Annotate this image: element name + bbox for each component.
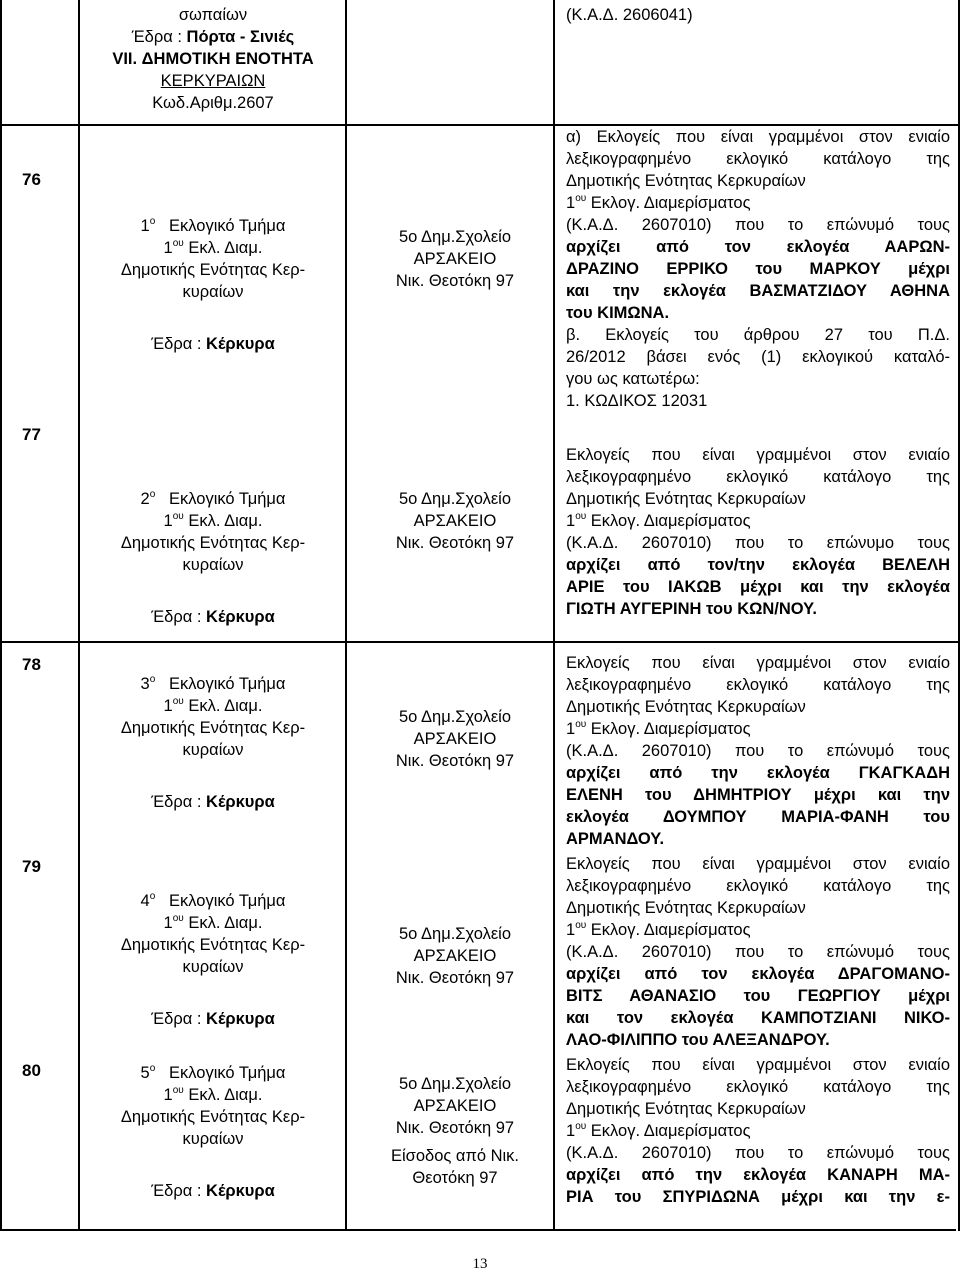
school-name-2: ΑΡΣΑΚΕΙΟ: [413, 250, 497, 268]
district-seat: Έδρα : Κέρκυρα: [151, 608, 275, 626]
desc-line: $1^{o\upsilon}$ Εκλογ. Διαμερίσματος: [566, 919, 751, 939]
district-seat: Έδρα : Κέρκυρα: [151, 1182, 275, 1200]
district-de-2: κυραίων: [182, 283, 244, 301]
desc-range: αρχίζει από την εκλογέα ΚΑΝΑΡΗ ΜΑ-: [566, 1166, 950, 1184]
school-name: 5ο Δημ.Σχολείο: [398, 490, 512, 508]
desc-note: γου ως κατωτέρω:: [566, 370, 700, 388]
desc-range: αρχίζει από την εκλογέα ΓΚΑΓΚΑΔΗ: [566, 764, 950, 782]
desc-range: αρχίζει από τον/την εκλογέα ΒΕΛΕΛΗ: [566, 556, 950, 574]
section-80-school: [370, 1073, 540, 1189]
district-de-1: Δημοτικής Ενότητας Κερ-: [120, 261, 306, 279]
district-de-1: Δημοτικής Ενότητας Κερ-: [120, 1108, 306, 1126]
desc-range: εκλογέα ΔΟΥΜΠΟΥ ΜΑΡΙΑ-ΦΑΝΗ του: [566, 808, 950, 826]
previous-unit-block: [108, 4, 318, 114]
district-de-2: κυραίων: [182, 958, 244, 976]
desc-79: [566, 853, 950, 1051]
row-number: 76: [22, 170, 41, 189]
desc-line: α) Εκλογείς που είναι γραμμένοι στον ενιαίο: [566, 128, 950, 146]
previous-kad-line: (Κ.Α.Δ. 2606041): [566, 6, 693, 24]
section-77-district: [108, 488, 318, 628]
school-address: Νικ. Θεοτόκη 97: [395, 752, 515, 770]
district-de-2: κυραίων: [182, 556, 244, 574]
previous-seat-line: σωπαίων: [178, 6, 248, 24]
school-address: Νικ. Θεοτόκη 97: [395, 969, 515, 987]
desc-80: [566, 1054, 950, 1208]
section-78-school: [370, 706, 540, 772]
row-number: 80: [22, 1061, 41, 1080]
column-divider-1: [78, 0, 80, 1231]
desc-note: β. Εκλογείς του άρθρου 27 του Π.Δ.: [566, 326, 950, 344]
row-number: 78: [22, 655, 41, 674]
desc-range: αρχίζει από τον εκλογέα ΔΡΑΓΟΜΑΝΟ-: [566, 965, 950, 983]
table-border-bottom: [0, 1229, 956, 1231]
desc-range: ΡΙΑ του ΣΠΥΡΙΔΩΝΑ μέχρι και την ε-: [566, 1188, 950, 1206]
district-ekl: $1^{o\upsilon}$ Εκλ. Διαμ.: [163, 695, 263, 715]
district-de-1: Δημοτικής Ενότητας Κερ-: [120, 534, 306, 552]
desc-line: Δημοτικής Ενότητας Κερκυραίων: [566, 698, 806, 716]
desc-line: Εκλογείς που είναι γραμμένοι στον ενιαίο: [566, 654, 950, 672]
school-address: Νικ. Θεοτόκη 97: [395, 534, 515, 552]
desc-line: Δημοτικής Ενότητας Κερκυραίων: [566, 1100, 806, 1118]
section-78-district: [108, 673, 318, 813]
unit-title: VII. ΔΗΜΟΤΙΚΗ ΕΝΟΤΗΤΑ: [112, 50, 314, 68]
district-de-1: Δημοτικής Ενότητας Κερ-: [120, 719, 306, 737]
desc-line: (Κ.Α.Δ. 2607010) που το επώνυμό τους: [566, 742, 950, 760]
school-name-2: ΑΡΣΑΚΕΙΟ: [413, 730, 497, 748]
district-de-2: κυραίων: [182, 1130, 244, 1148]
desc-note: 26/2012 βάσει ενός (1) εκλογικού καταλό-: [566, 348, 950, 366]
desc-line: Εκλογείς που είναι γραμμένοι στον ενιαίο: [566, 855, 950, 873]
desc-line: $1^{o\upsilon}$ Εκλογ. Διαμερίσματος: [566, 1120, 751, 1140]
district-ordinal: $4^o$ Εκλογικό Τμήμα: [140, 890, 286, 910]
desc-line: Δημοτικής Ενότητας Κερκυραίων: [566, 490, 806, 508]
section-80-district: [108, 1062, 318, 1202]
desc-line: λεξικογραφημένο εκλογικό κατάλογο της: [566, 676, 950, 694]
desc-range: ΑΡΙΕ του ΙΑΚΩΒ μέχρι και την εκλογέα: [566, 578, 950, 596]
desc-range: ΕΛΕΝΗ του ΔΗΜΗΤΡΙΟΥ μέχρι και την: [566, 786, 950, 804]
district-seat: Έδρα : Κέρκυρα: [151, 1010, 275, 1028]
desc-range: ΔΡΑΖΙΝΟ ΕΡΡΙΚΟ του ΜΑΡΚΟΥ μέχρι: [566, 260, 950, 278]
desc-range: ΒΙΤΣ ΑΘΑΝΑΣΙΟ του ΓΕΩΡΓΙΟΥ μέχρι: [566, 987, 950, 1005]
desc-line: $1^{o\upsilon}$ Εκλογ. Διαμερίσματος: [566, 718, 751, 738]
entrance-note-2: Θεοτόκη 97: [412, 1169, 498, 1187]
district-ekl: $1^{o\upsilon}$ Εκλ. Διαμ.: [163, 510, 263, 530]
school-address: Νικ. Θεοτόκη 97: [395, 1119, 515, 1137]
district-ekl: $1^{o\upsilon}$ Εκλ. Διαμ.: [163, 1084, 263, 1104]
district-ordinal: $2^o$ Εκλογικό Τμήμα: [140, 488, 286, 508]
desc-range: ΑΡΜΑΝΔΟΥ.: [566, 830, 665, 848]
desc-78: [566, 652, 950, 850]
school-name-2: ΑΡΣΑΚΕΙΟ: [413, 947, 497, 965]
district-ordinal: $3^o$ Εκλογικό Τμήμα: [140, 673, 286, 693]
desc-range: και τον εκλογέα ΚΑΜΠΟΤΖΙΑΝΙ ΝΙΚΟ-: [566, 1009, 950, 1027]
desc-line: Εκλογείς που είναι γραμμένοι στον ενιαίο: [566, 1056, 950, 1074]
page-number: 13: [472, 1256, 488, 1272]
unit-title-2: ΚΕΡΚΥΡΑΙΩΝ: [160, 72, 266, 90]
desc-range: ΛΑΟ-ΦΙΛΙΠΠΟ του ΑΛΕΞΑΝΔΡΟΥ.: [566, 1031, 830, 1049]
school-name-2: ΑΡΣΑΚΕΙΟ: [413, 512, 497, 530]
district-seat: Έδρα : Κέρκυρα: [151, 335, 275, 353]
desc-line: λεξικογραφημένο εκλογικό κατάλογο της: [566, 150, 950, 168]
column-divider-3: [553, 0, 555, 1231]
district-ekl: $1^{o\upsilon}$ Εκλ. Διαμ.: [163, 912, 263, 932]
desc-line: $1^{o\upsilon}$ Εκλογ. Διαμερίσματος: [566, 192, 751, 212]
school-name-2: ΑΡΣΑΚΕΙΟ: [413, 1097, 497, 1115]
desc-line: λεξικογραφημένο εκλογικό κατάλογο της: [566, 1078, 950, 1096]
desc-range: του ΚΙΜΩΝΑ.: [566, 304, 670, 322]
desc-line: Δημοτικής Ενότητας Κερκυραίων: [566, 172, 806, 190]
row-number: 77: [22, 425, 41, 444]
desc-line: λεξικογραφημένο εκλογικό κατάλογο της: [566, 468, 950, 486]
district-ekl: $1^{o\upsilon}$ Εκλ. Διαμ.: [163, 237, 263, 257]
district-ordinal: $1^o$ Εκλογικό Τμήμα: [140, 215, 286, 235]
desc-code: 1. ΚΩΔΙΚΟΣ 12031: [566, 392, 708, 410]
column-divider-2: [345, 0, 347, 1231]
desc-line: (Κ.Α.Δ. 2607010) που το επώνυμο τους: [566, 534, 950, 552]
district-de-1: Δημοτικής Ενότητας Κερ-: [120, 936, 306, 954]
desc-line: Εκλογείς που είναι γραμμένοι στον ενιαίο: [566, 446, 950, 464]
desc-76: [566, 126, 950, 412]
section-76-district: [108, 215, 318, 355]
desc-range: αρχίζει από τον εκλογέα ΑΑΡΩΝ-: [566, 238, 950, 256]
school-name: 5ο Δημ.Σχολείο: [398, 1075, 512, 1093]
desc-range: ΓΙΩΤΗ ΑΥΓΕΡΙΝΗ του ΚΩΝ/ΝΟΥ.: [566, 600, 817, 618]
district-seat: Έδρα : Κέρκυρα: [151, 793, 275, 811]
school-name: 5ο Δημ.Σχολείο: [398, 228, 512, 246]
desc-line: Δημοτικής Ενότητας Κερκυραίων: [566, 899, 806, 917]
section-79-district: [108, 890, 318, 1030]
entrance-note: Είσοδος από Νικ.: [390, 1147, 520, 1165]
desc-line: (Κ.Α.Δ. 2607010) που το επώνυμό τους: [566, 1144, 950, 1162]
school-name: 5ο Δημ.Σχολείο: [398, 925, 512, 943]
desc-77: [566, 444, 950, 620]
section-77-school: [370, 488, 540, 554]
desc-line: (Κ.Α.Δ. 2607010) που το επώνυμό τους: [566, 943, 950, 961]
desc-line: $1^{o\upsilon}$ Εκλογ. Διαμερίσματος: [566, 510, 751, 530]
row-divider-top-78: [2, 641, 958, 643]
district-de-2: κυραίων: [182, 741, 244, 759]
desc-line: λεξικογραφημένο εκλογικό κατάλογο της: [566, 877, 950, 895]
district-ordinal: $5^o$ Εκλογικό Τμήμα: [140, 1062, 286, 1082]
section-76-school: [370, 226, 540, 292]
unit-code: Κωδ.Αριθμ.2607: [152, 94, 274, 112]
desc-range: και την εκλογέα ΒΑΣΜΑΤΖΙΔΟΥ ΑΘΗΝΑ: [566, 282, 950, 300]
desc-line: (Κ.Α.Δ. 2607010) που το επώνυμό τους: [566, 216, 950, 234]
school-name: 5ο Δημ.Σχολείο: [398, 708, 512, 726]
table-border-left: [0, 0, 2, 1231]
section-79-school: [370, 923, 540, 989]
school-address: Νικ. Θεοτόκη 97: [395, 272, 515, 290]
previous-seat: Έδρα : Πόρτα - Σινιές: [131, 28, 295, 46]
row-number: 79: [22, 857, 41, 876]
